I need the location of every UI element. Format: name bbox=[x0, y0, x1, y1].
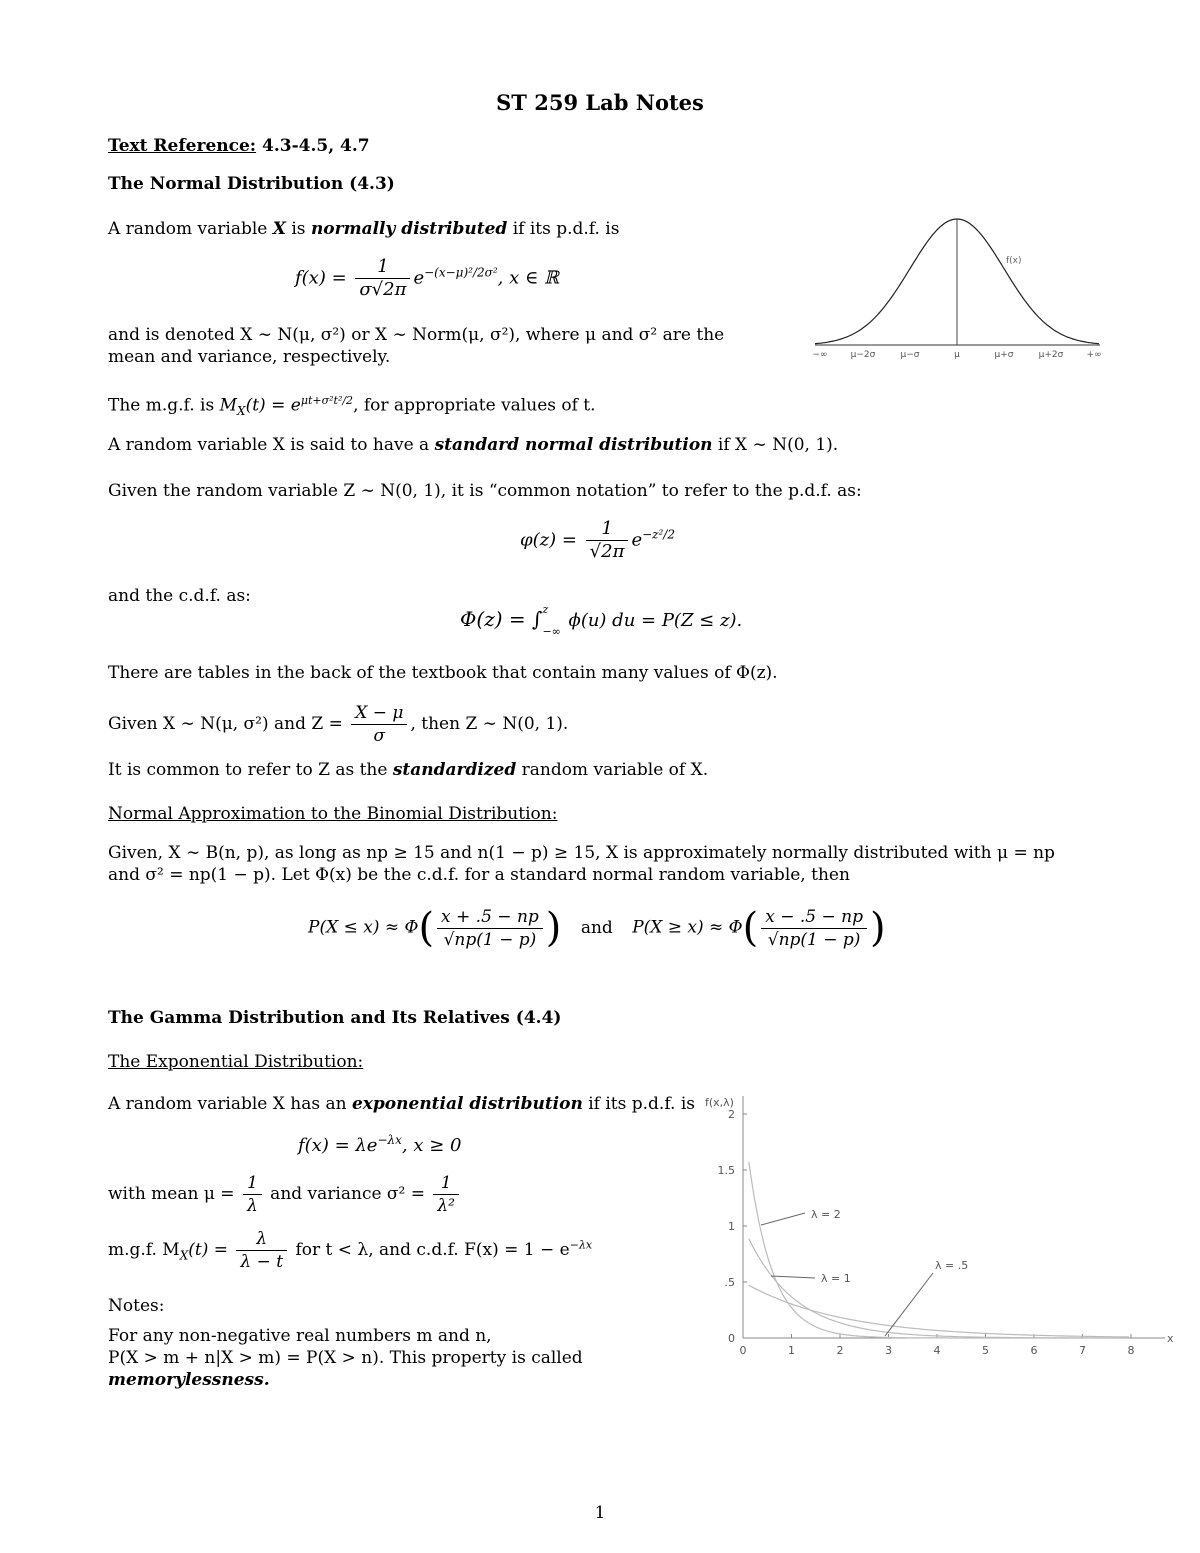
exp-y-tick-label: .5 bbox=[724, 1276, 735, 1289]
mean-text: with mean μ = bbox=[108, 1184, 240, 1204]
exp-x-tick-label: 1 bbox=[788, 1344, 795, 1357]
variance-fraction bbox=[433, 1172, 459, 1217]
mgf-exponent: −λx bbox=[569, 1238, 593, 1252]
approx-lhs: P(X ≥ x) ≈ Φ bbox=[632, 917, 743, 938]
mgf-text: (t) = e bbox=[245, 395, 301, 416]
exp-y-tick-label: 1.5 bbox=[717, 1164, 735, 1177]
mgf-text: for t < λ, and c.d.f. F(x) = 1 − e bbox=[290, 1240, 570, 1260]
integral-lower: −∞ bbox=[542, 625, 561, 638]
intro-emphasis: normally distributed bbox=[310, 219, 508, 239]
binomial-heading: Normal Approximation to the Binomial Distribution: bbox=[108, 804, 558, 824]
fraction-denominator: λ bbox=[246, 1196, 258, 1216]
intro-text: if its p.d.f. is bbox=[507, 219, 620, 239]
standard-text: A random variable X is said to have a bbox=[108, 435, 435, 455]
exp-y-label: f(x,λ) bbox=[705, 1096, 734, 1109]
fraction-denominator: √np(1 − p) bbox=[767, 929, 861, 950]
fraction-numerator: x + .5 − np bbox=[437, 906, 543, 929]
exp-x-tick-label: 7 bbox=[1079, 1344, 1086, 1357]
fraction-numerator: 1 bbox=[433, 1172, 459, 1195]
gamma-heading: The Gamma Distribution and Its Relatives (4.4) bbox=[108, 1008, 562, 1028]
standard-normal bbox=[108, 434, 838, 456]
exp-x-tick-label: 0 bbox=[739, 1344, 747, 1357]
normal-tick-label: μ bbox=[954, 350, 960, 360]
binomial-line: and σ² = np(1 − p). Let Φ(x) be the c.d.f. for a standard normal random variable, then bbox=[108, 865, 850, 885]
approx-and: and bbox=[580, 917, 613, 938]
formula-lhs: φ(z) = bbox=[520, 529, 583, 551]
common-text: It is common to refer to Z as the bbox=[108, 760, 393, 780]
standardize-text: Given X ∼ N(μ, σ²) and Z = bbox=[108, 714, 349, 734]
binomial-text bbox=[108, 842, 1098, 886]
normal-tick-label: −∞ bbox=[812, 350, 828, 360]
given-z: Given the random variable Z ∼ N(0, 1), it is “common notation” to refer to the p.d.f. as: bbox=[108, 481, 862, 501]
mgf-exponent: μt+σ²t²/2 bbox=[300, 394, 354, 407]
fraction-numerator: 1 bbox=[243, 1172, 262, 1195]
notes-label: Notes: bbox=[108, 1296, 165, 1316]
fraction-numerator: x − .5 − np bbox=[761, 906, 867, 929]
common-text: random variable of X. bbox=[516, 760, 709, 780]
normal-tick-label: μ+2σ bbox=[1038, 350, 1064, 360]
exp-series-label: λ = 2 bbox=[811, 1208, 841, 1221]
exp-x-tick-label: 8 bbox=[1127, 1344, 1135, 1357]
fraction-denominator: σ bbox=[373, 726, 386, 746]
common-emphasis: standardized bbox=[392, 760, 517, 780]
page-title: ST 259 Lab Notes bbox=[496, 90, 704, 115]
standardize-text: , then Z ∼ N(0, 1). bbox=[410, 714, 569, 734]
exp-series-leader bbox=[771, 1276, 815, 1278]
exp-series-label: λ = .5 bbox=[935, 1259, 969, 1272]
formula-lhs: f(x) = λe bbox=[298, 1135, 378, 1156]
approx-fraction bbox=[437, 906, 543, 951]
exp-series bbox=[749, 1162, 1129, 1338]
normal-tick-label: μ−2σ bbox=[850, 350, 876, 360]
formula-fraction bbox=[586, 518, 629, 563]
exponential-heading: The Exponential Distribution: bbox=[108, 1052, 364, 1072]
mgf-subscript: X bbox=[237, 404, 246, 419]
intro-text: is bbox=[285, 219, 311, 239]
exp-x-tick-label: 4 bbox=[933, 1344, 941, 1357]
fraction-denominator: σ√2π bbox=[359, 279, 407, 300]
note-line: memorylessness. bbox=[108, 1370, 270, 1390]
normal-tick-label: +∞ bbox=[1086, 350, 1102, 360]
normal-mgf bbox=[108, 390, 596, 422]
mgf-subscript: X bbox=[179, 1248, 189, 1263]
exp-y-tick-label: 2 bbox=[728, 1108, 735, 1121]
text-reference-label: Text Reference: bbox=[108, 136, 257, 156]
mgf-text: , for appropriate values of t. bbox=[353, 395, 596, 416]
standardized-note bbox=[108, 759, 708, 781]
exponential-mean-variance bbox=[108, 1172, 462, 1217]
exp-x-tick-label: 5 bbox=[982, 1344, 989, 1357]
exp-series-line bbox=[749, 1239, 1129, 1338]
normal-tick-label: μ−σ bbox=[900, 350, 920, 360]
normal-ticks bbox=[812, 350, 1101, 360]
exp-intro-text: if its p.d.f. is bbox=[582, 1094, 695, 1114]
exponential-intro bbox=[108, 1093, 695, 1115]
normal-pdf-formula bbox=[295, 256, 559, 301]
phi-formula: φ(z) = $\frac{1}{√2\pi}$ $e^{-z^2/2}$ bbox=[520, 518, 675, 562]
intro-variable: X bbox=[272, 219, 286, 239]
text-reference-value: 4.3-4.5, 4.7 bbox=[256, 136, 370, 156]
exponential-pdf bbox=[298, 1133, 461, 1156]
formula-domain: , x ≥ 0 bbox=[401, 1135, 462, 1156]
exponential-mgf bbox=[108, 1228, 592, 1273]
exp-x-tick-label: 3 bbox=[885, 1344, 892, 1357]
formula-exponent: −λx bbox=[377, 1133, 402, 1147]
mgf-text: (t) = bbox=[188, 1240, 234, 1260]
page-number: 1 bbox=[594, 1503, 606, 1523]
formula-fraction bbox=[355, 256, 410, 301]
exp-series-leader bbox=[885, 1273, 933, 1336]
exp-labels bbox=[761, 1208, 968, 1336]
binomial-line: Given, X ∼ B(n, p), as long as np ≥ 15 and n(1 − p) ≥ 15, X is approximately normally distributed with μ = np bbox=[108, 843, 1055, 863]
Phi-formula bbox=[460, 603, 742, 639]
formula-exponent: −(x−μ)²/2σ² bbox=[424, 265, 498, 280]
fraction-numerator: 1 bbox=[586, 518, 629, 541]
normal-curve-label: f(x) bbox=[1006, 256, 1022, 266]
normal-denoted bbox=[108, 324, 788, 368]
mgf-symbol: M bbox=[219, 395, 238, 416]
notes-body bbox=[108, 1325, 673, 1391]
exp-series-line bbox=[749, 1162, 1129, 1338]
intro-text: A random variable bbox=[108, 219, 273, 239]
fraction-denominator: λ − t bbox=[240, 1252, 284, 1272]
exp-series-leader bbox=[761, 1213, 805, 1225]
formula-exponent: −z²/2 bbox=[642, 527, 675, 542]
denoted-line: mean and variance, respectively. bbox=[108, 347, 391, 367]
normal-curve-chart bbox=[810, 205, 1105, 370]
mgf-fraction bbox=[236, 1228, 287, 1273]
standardize-fraction bbox=[351, 702, 407, 747]
normal-tick-label: μ+σ bbox=[994, 350, 1014, 360]
fraction-denominator: √np(1 − p) bbox=[443, 929, 537, 950]
exp-intro-emphasis: exponential distribution bbox=[351, 1094, 583, 1114]
note-line: P(X > m + n|X > m) = P(X > n). This property is called bbox=[108, 1348, 583, 1368]
normal-heading: The Normal Distribution (4.3) bbox=[108, 174, 395, 194]
exp-x-label: x bbox=[1167, 1332, 1174, 1345]
exponential-chart bbox=[695, 1088, 1180, 1378]
exp-x-tick-label: 2 bbox=[836, 1344, 844, 1357]
cdf-label: and the c.d.f. as: bbox=[108, 586, 251, 606]
formula-domain: , x ∈ ℝ bbox=[497, 267, 559, 289]
exp-intro-text: A random variable X has an bbox=[108, 1094, 352, 1114]
exp-series-line bbox=[749, 1285, 1129, 1337]
exp-y-tick-label: 0 bbox=[728, 1332, 735, 1345]
standard-emphasis: standard normal distribution bbox=[434, 435, 713, 455]
approx-fraction bbox=[761, 906, 867, 951]
tables-note: There are tables in the back of the textbook that contain many values of Φ(z). bbox=[108, 663, 778, 683]
mgf-text: m.g.f. M bbox=[108, 1240, 180, 1260]
formula-lhs: f(x) = bbox=[295, 267, 353, 289]
exp-series-label: λ = 1 bbox=[821, 1272, 851, 1285]
formula-rest: ϕ(u) du = P(Z ≤ z). bbox=[562, 610, 743, 631]
mgf-text: The m.g.f. is bbox=[108, 395, 220, 416]
fraction-numerator: X − μ bbox=[351, 702, 407, 725]
fraction-numerator: 1 bbox=[355, 256, 410, 279]
approx-lhs: P(X ≤ x) ≈ Φ bbox=[308, 917, 419, 938]
fraction-denominator: √2π bbox=[589, 541, 625, 562]
integral-upper: z bbox=[542, 603, 549, 616]
standard-text: if X ∼ N(0, 1). bbox=[712, 435, 839, 455]
exp-axes bbox=[705, 1096, 1174, 1357]
note-line: For any non-negative real numbers m and n, bbox=[108, 1326, 492, 1346]
standardize bbox=[108, 702, 568, 747]
exp-x-tick-label: 6 bbox=[1030, 1344, 1038, 1357]
fraction-denominator: λ² bbox=[437, 1196, 455, 1216]
normal-intro bbox=[108, 218, 619, 240]
formula-lhs: Φ(z) = ∫ bbox=[460, 607, 543, 631]
formula-base: e bbox=[413, 267, 425, 289]
binomial-formulas: P(X ≤ x) ≈ Φ( $\frac{x + .5 - np}{√np(1 - p)}$ ) and P(X ≥ x) ≈ Φ( $\frac{x - .5 - np}{√np(1 - p)}$ ) bbox=[308, 905, 886, 951]
text-reference bbox=[108, 135, 370, 157]
fraction-numerator: λ bbox=[236, 1228, 287, 1251]
variance-text: and variance σ² = bbox=[264, 1184, 431, 1204]
mean-fraction bbox=[243, 1172, 262, 1217]
exp-y-tick-label: 1 bbox=[728, 1220, 735, 1233]
denoted-line: and is denoted X ∼ N(μ, σ²) or X ∼ Norm(μ, σ²), where μ and σ² are the bbox=[108, 325, 725, 345]
